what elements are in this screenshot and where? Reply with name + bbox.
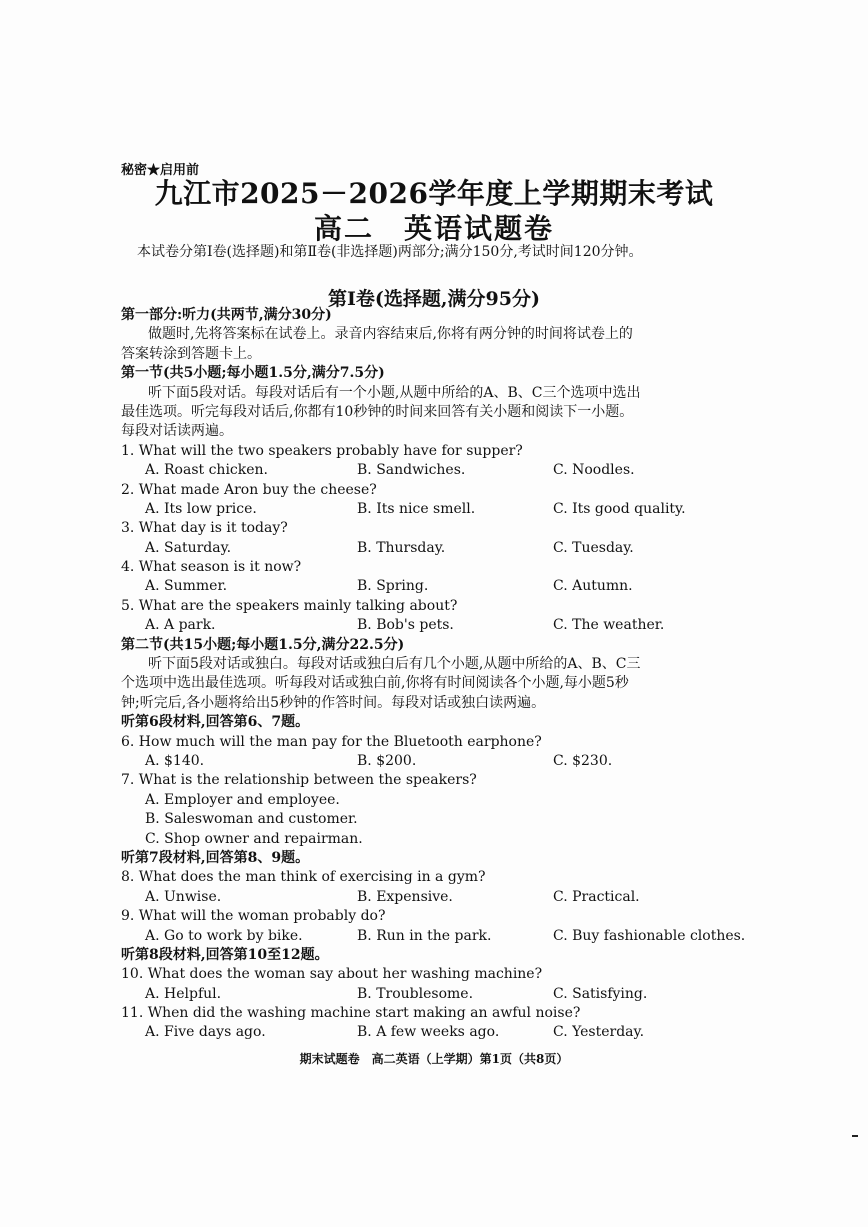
option-row [121,577,733,596]
question-text: 5. What are the speakers mainly talking about? [121,597,458,614]
material-label: 听第6段材料,回答第6、7题。 [121,714,310,731]
option-row [121,616,733,635]
option-a: A. Go to work by bike. [145,927,303,944]
option-row [121,500,733,519]
option-b: B. Its nice smell. [357,500,476,517]
question-text: 10. What does the woman say about her washing machine? [121,966,543,983]
option-c: C. Noodles. [553,462,635,479]
instruction-line: 个选项中选出最佳选项。听每段对话或独白前,你将有时间阅读各个小题,每小题5秒 [121,675,629,692]
option-row [121,752,733,771]
question-text: 2. What made Aron buy the cheese? [121,481,377,498]
question-item [121,481,733,520]
option-a: A. Unwise. [145,888,222,905]
question-text: 4. What season is it now? [121,559,302,576]
option-c: C. Buy fashionable clothes. [553,927,746,944]
option-c: C. Tuesday. [553,539,634,556]
option-c: C. Autumn. [553,578,633,595]
option-c: C. Its good quality. [553,500,686,517]
option-c: C. Satisfying. [553,985,648,1002]
option-row [121,985,733,1004]
volume-title: 第Ⅰ卷(选择题,满分95分) [328,288,540,310]
question-item [121,965,733,1004]
question-item [121,733,733,772]
option-a: A. Saturday. [145,539,232,556]
exam-subtitle: 高二 英语试题卷 [313,212,554,245]
option-a: A. Roast chicken. [145,462,268,479]
option-a: A. Summer. [145,578,228,595]
option-b: B. A few weeks ago. [357,1024,500,1041]
option-a: A. $140. [145,752,205,769]
instruction-line: 听下面5段对话或独白。每段对话或独白后有几个小题,从题中所给的A、B、C三 [148,656,641,673]
question-item [121,868,733,907]
option-b: B. Spring. [357,578,429,595]
option-a: A. Employer and employee. [145,791,340,808]
section1-heading: 第一节(共5小题;每小题1.5分,满分7.5分) [121,365,385,382]
confidential-label: 秘密★启用前 [121,163,200,178]
question-text: 7. What is the relationship between the speakers? [121,772,477,789]
scan-mark [852,1135,858,1137]
option-row [121,461,733,480]
question-item [121,519,733,558]
option-b: B. Troublesome. [357,985,474,1002]
section2-heading: 第二节(共15小题;每小题1.5分,满分22.5分) [121,636,405,653]
option-b: B. Expensive. [357,888,453,905]
section1-instructions [121,384,733,442]
question-text: 8. What does the man think of exercising in a gym? [121,869,486,886]
section2-instructions [121,655,733,713]
option-b: B. Sandwiches. [357,462,466,479]
option-b: B. Run in the park. [357,927,492,944]
instruction-line: 最佳选项。听完每段对话后,你都有10秒钟的时间来回答有关小题和阅读下一小题。 [121,403,634,420]
option-a: A. A park. [145,617,216,634]
question-text: 3. What day is it today? [121,520,288,537]
option-a: A. Helpful. [145,985,222,1002]
option-row [121,888,733,907]
question-item [121,771,733,849]
option-c: C. Shop owner and repairman. [145,830,363,847]
option-b: B. Saleswoman and customer. [145,811,358,828]
instruction-line: 听下面5段对话。每段对话后有一个小题,从题中所给的A、B、C三个选项中选出 [148,384,641,401]
option-b: B. Bob's pets. [357,617,454,634]
option-c: C. $230. [553,752,613,769]
option-b: B. Thursday. [357,539,446,556]
option-b: B. $200. [357,752,417,769]
option-row [121,927,746,946]
part1-instructions [121,325,733,364]
material-label: 听第7段材料,回答第8、9题。 [121,849,310,866]
instruction-line: 做题时,先将答案标在试卷上。录音内容结束后,你将有两分钟的时间将试卷上的 [148,326,633,343]
question-text: 11. When did the washing machine start making an awful noise? [121,1005,581,1022]
instruction-line: 钟;听完后,各小题将给出5秒钟的作答时间。每段对话或独白读两遍。 [121,694,546,711]
exam-title: 九江市2025－2026学年度上学期期末考试 [154,177,714,210]
instruction-line: 每段对话读两遍。 [121,423,233,440]
option-row [121,539,733,558]
question-item [121,597,733,636]
page-footer: 期末试题卷 高二英语（上学期）第1页（共8页） [299,1052,569,1066]
option-c: C. The weather. [553,617,665,634]
exam-intro: 本试卷分第Ⅰ卷(选择题)和第Ⅱ卷(非选择题)两部分;满分150分,考试时间120分钟。 [137,244,643,260]
material-label: 听第8段材料,回答第10至12题。 [121,946,329,963]
option-a: A. Five days ago. [145,1024,266,1041]
question-item [121,1004,733,1043]
question-text: 1. What will the two speakers probably have for supper? [121,442,523,459]
question-text: 9. What will the woman probably do? [121,908,386,925]
option-c: C. Yesterday. [553,1024,645,1041]
option-a: A. Its low price. [145,500,257,517]
question-item [121,442,733,481]
question-text: 6. How much will the man pay for the Bluetooth earphone? [121,733,542,750]
option-row [121,1023,733,1042]
instruction-line: 答案转涂到答题卡上。 [121,345,261,362]
exam-content [121,306,746,1043]
question-item [121,558,733,597]
option-c: C. Practical. [553,888,640,905]
part1-heading: 第一部分:听力(共两节,满分30分) [121,307,332,323]
question-item [121,907,746,946]
